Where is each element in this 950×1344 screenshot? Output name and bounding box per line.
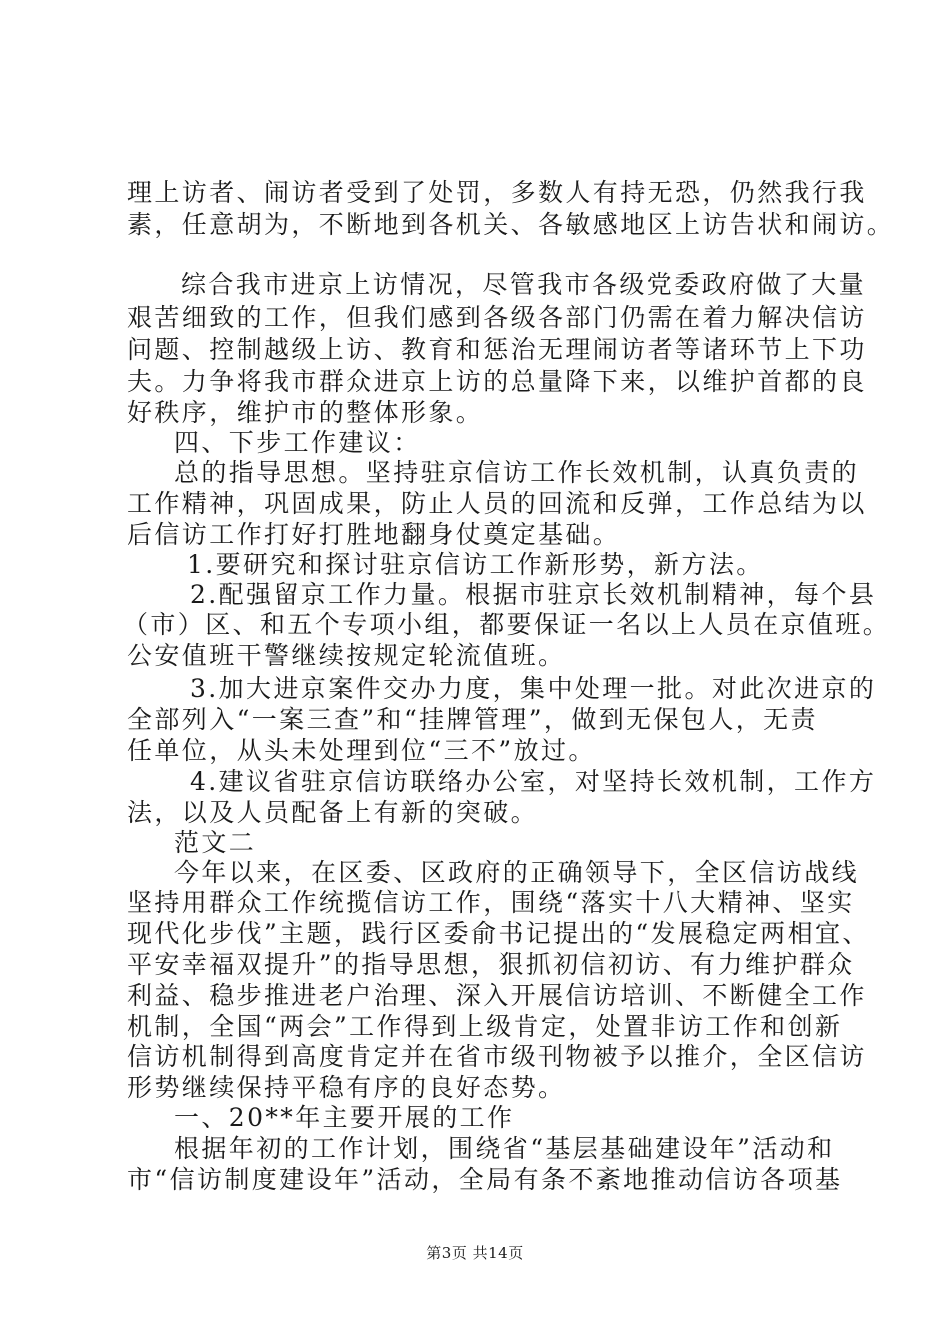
text-line: 综合我市进京上访情况，尽管我市各级党委政府做了大量 — [181, 270, 867, 299]
text-line: 今年以来，在区委、区政府的正确领导下，全区信访战线 — [174, 858, 860, 887]
text-line: 利益、稳步推进老户治理、深入开展信访培训、不断健全工作 — [127, 981, 867, 1010]
page-number-footer: 第3页 共14页 — [426, 1244, 524, 1262]
text-line: 平安幸福双提升”的指导思想，狠抓初信初访、有力维护群众 — [127, 950, 855, 979]
text-line: 法，以及人员配备上有新的突破。 — [127, 798, 539, 827]
text-line: 好秩序，维护市的整体形象。 — [127, 398, 484, 427]
text-line: 工作精神，巩固成果，防止人员的回流和反弹，工作总结为以 — [127, 489, 867, 518]
text-line: 任单位，从头未处理到位“三不”放过。 — [127, 736, 596, 765]
text-line: 素，任意胡为，不断地到各机关、各敏感地区上访告状和闹访。 — [127, 210, 895, 239]
text-line: 坚持用群众工作统揽信访工作，围绕“落实十八大精神、坚实 — [127, 888, 855, 917]
text-line: 根据年初的工作计划，围绕省“基层基础建设年”活动和 — [174, 1134, 835, 1163]
text-line: 机制，全国“两会”工作得到上级肯定，处置非访工作和创新 — [127, 1012, 843, 1041]
section-heading: 四、下步工作建议： — [174, 428, 421, 457]
list-item: 1.要研究和探讨驻京信访工作新形势，新方法。 — [187, 550, 764, 579]
text-line: （市）区、和五个专项小组，都要保证一名以上人员在京值班。 — [123, 610, 891, 639]
text-line: 现代化步伐”主题，践行区委俞书记提出的“发展稳定两相宜、 — [127, 919, 870, 948]
section-heading: 一、20**年主要开展的工作 — [174, 1103, 515, 1132]
list-item: 2.配强留京工作力量。根据市驻京长效机制精神，每个县 — [190, 580, 877, 609]
text-line: 理上访者、闹访者受到了处罚，多数人有持无恐，仍然我行我 — [127, 178, 867, 207]
text-line: 艰苦细致的工作，但我们感到各级各部门仍需在着力解决信访 — [127, 303, 867, 332]
text-line: 形势继续保持平稳有序的良好态势。 — [127, 1073, 566, 1102]
text-line: 公安值班干警继续按规定轮流值班。 — [127, 641, 566, 670]
section-heading: 范文二 — [174, 828, 257, 857]
text-line: 总的指导思想。坚持驻京信访工作长效机制，认真负责的 — [174, 458, 860, 487]
list-item: 3.加大进京案件交办力度，集中处理一批。对此次进京的 — [190, 674, 877, 703]
text-line: 夫。力争将我市群众进京上访的总量降下来，以维护首都的良 — [127, 367, 867, 396]
text-line: 问题、控制越级上访、教育和惩治无理闹访者等诸环节上下功 — [127, 335, 867, 364]
list-item: 4.建议省驻京信访联络办公室，对坚持长效机制，工作方 — [190, 767, 877, 796]
text-line: 后信访工作打好打胜地翻身仗奠定基础。 — [127, 520, 621, 549]
text-line: 全部列入“一案三查”和“挂牌管理”，做到无保包人，无责 — [127, 705, 818, 734]
text-line: 市“信访制度建设年”活动，全局有条不紊地推动信访各项基 — [127, 1165, 843, 1194]
text-line: 信访机制得到高度肯定并在省市级刊物被予以推介，全区信访 — [127, 1042, 867, 1071]
